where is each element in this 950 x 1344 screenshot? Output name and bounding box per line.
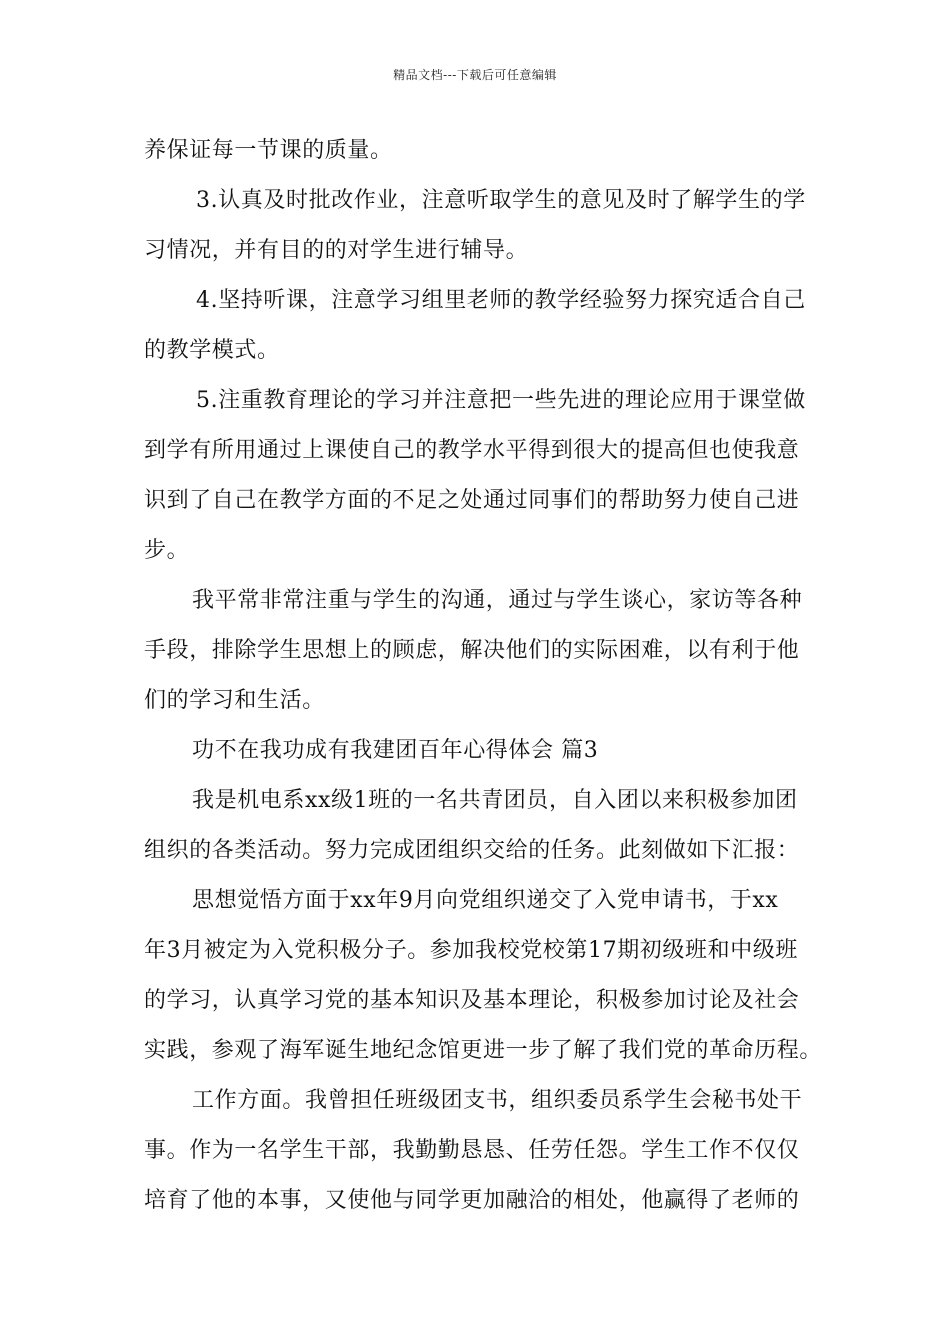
text-line: 3.认真及时批改作业，注意听取学生的意见及时了解学生的学 (196, 188, 806, 213)
text-line: 培育了他的本事，又使他与同学更加融洽的相处，他赢得了老师的 (144, 1188, 800, 1213)
text-line: 们的学习和生活。 (144, 688, 325, 713)
text-line: 4.坚持听课，注意学习组里老师的教学经验努力探究适合自己 (196, 288, 806, 313)
text-line: 手段，排除学生思想上的顾虑，解决他们的实际困难，以有利于他 (144, 638, 800, 663)
text-line: 到学有所用通过上课使自己的教学水平得到很大的提高但也使我意 (144, 438, 800, 463)
text-line: 我是机电系xx级1班的一名共青团员，自入团以来积极参加团 (192, 788, 798, 813)
text-line: 思想觉悟方面于xx年9月向党组织递交了入党申请书，于xx (192, 888, 779, 913)
text-line: 习情况，并有目的的对学生进行辅导。 (144, 238, 529, 263)
text-line: 工作方面。我曾担任班级团支书，组织委员系学生会秘书处干 (192, 1088, 803, 1113)
text-line: 事。作为一名学生干部，我勤勤恳恳、任劳任怨。学生工作不仅仅 (144, 1138, 800, 1163)
text-line: 识到了自己在教学方面的不足之处通过同事们的帮助努力使自己进 (144, 488, 800, 513)
text-line: 实践，参观了海军诞生地纪念馆更进一步了解了我们党的革命历程。 (144, 1038, 823, 1063)
text-line: 5.注重教育理论的学习并注意把一些先进的理论应用于课堂做 (196, 388, 806, 413)
text-line: 组织的各类活动。努力完成团组织交给的任务。此刻做如下汇报： (144, 838, 800, 863)
section-heading: 功不在我功成有我建团百年心得体会 篇3 (192, 738, 599, 763)
text-line: 年3月被定为入党积极分子。参加我校党校第17期初级班和中级班 (144, 938, 798, 963)
text-line: 我平常非常注重与学生的沟通，通过与学生谈心，家访等各种 (192, 588, 803, 613)
page-header: 精品文档---下载后可任意编辑 (393, 68, 557, 82)
text-line: 养保证每一节课的质量。 (144, 138, 393, 163)
text-line: 的教学模式。 (144, 338, 280, 363)
text-line: 的学习，认真学习党的基本知识及基本理论，积极参加讨论及社会 (144, 988, 800, 1013)
text-line: 步。 (144, 538, 190, 563)
